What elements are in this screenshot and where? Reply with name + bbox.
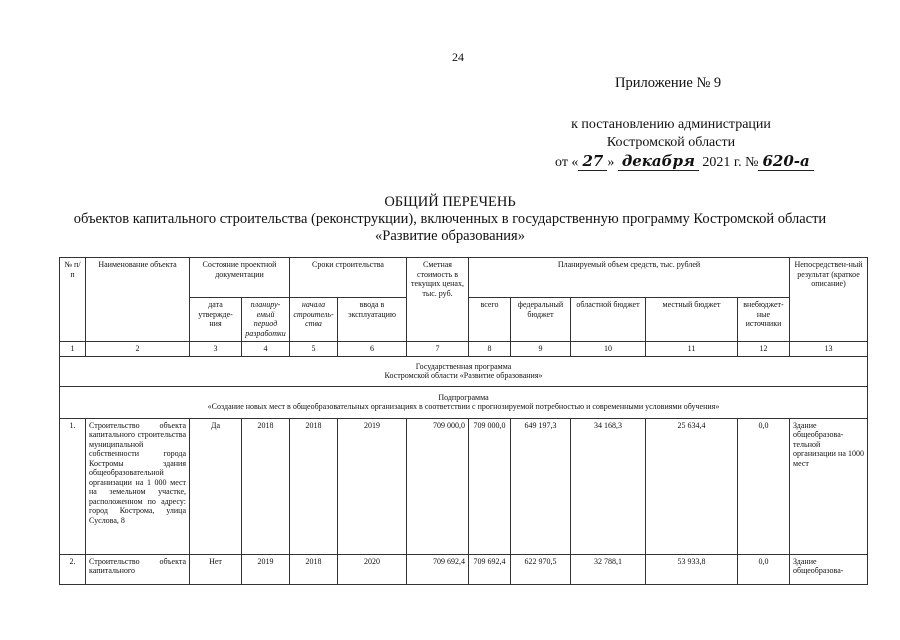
program-cell	[60, 356, 868, 386]
col-number: 12	[738, 342, 790, 357]
page-number: 24	[452, 50, 464, 64]
row-federal: 622 970,5	[511, 554, 571, 584]
decree-line-2: Костромской области	[606, 135, 736, 150]
subprogram-line-1: Подпрограмма	[438, 392, 489, 402]
col-number: 9	[511, 342, 571, 357]
decree-block	[555, 116, 810, 172]
program-line-1: Государственная программа	[415, 361, 512, 371]
table-row	[60, 554, 868, 584]
col-number: 3	[190, 342, 242, 357]
decree-line-1: к постановлению администрации	[571, 117, 771, 132]
subprogram-line-2: «Создание новых мест в общеобразовательных организациях в соответствии с прогнозируемой потребностью и современными условиями обучения»	[207, 402, 720, 411]
col-number: 10	[571, 342, 646, 357]
header-local: местный бюджет	[646, 298, 738, 342]
header-construction-terms: Сроки строительства	[290, 258, 407, 298]
header-federal: федеральный бюджет	[511, 298, 571, 342]
row-total: 709 000,0	[469, 418, 511, 554]
program-line-2: Костромской области «Развитие образования»	[384, 371, 543, 380]
col-number: 13	[790, 342, 868, 357]
row-no: 2.	[60, 554, 86, 584]
col-number: 5	[290, 342, 338, 357]
row-no: 1.	[60, 418, 86, 554]
decree-date-line	[555, 152, 810, 172]
row-approval: Нет	[190, 554, 242, 584]
title-line-3: «Развитие образования»	[375, 228, 525, 244]
row-total: 709 692,4	[469, 554, 511, 584]
col-number: 11	[646, 342, 738, 357]
row-extra: 0,0	[738, 418, 790, 554]
program-row	[60, 356, 868, 386]
col-number: 4	[242, 342, 290, 357]
decree-year: 2021 г. №	[702, 155, 759, 170]
row-start: 2018	[290, 418, 338, 554]
row-commissioning: 2020	[338, 554, 407, 584]
row-commissioning: 2019	[338, 418, 407, 554]
subprogram-cell	[60, 386, 868, 418]
capital-objects-table	[59, 257, 868, 585]
row-object-name: Строительство объекта капитального строительства муниципальной собственности города Костромы здания общеобразовательной организации на 1 000 мест на земельном участке, расположенном по адресу: город Кострома, улица Суслова, 8	[86, 418, 190, 554]
col-number: 6	[338, 342, 407, 357]
row-planned: 2019	[242, 554, 290, 584]
column-number-row	[60, 342, 868, 357]
row-start: 2018	[290, 554, 338, 584]
header-row-1	[60, 258, 868, 298]
header-planned-dev: планиру-емый период разработки	[242, 298, 290, 342]
header-approval-date: дата утвержде-ния	[190, 298, 242, 342]
col-number: 8	[469, 342, 511, 357]
col-number: 2	[86, 342, 190, 357]
document-title	[0, 194, 900, 245]
row-regional: 34 168,3	[571, 418, 646, 554]
date-mid: »	[607, 155, 615, 170]
header-planned-funds: Планируемый объем средств, тыс. рублей	[469, 258, 790, 298]
row-approval: Да	[190, 418, 242, 554]
col-number: 7	[407, 342, 469, 357]
header-total: всего	[469, 298, 511, 342]
appendix-label: Приложение № 9	[615, 75, 722, 91]
header-name: Наименование объекта	[86, 258, 190, 342]
header-no: № п/п	[60, 258, 86, 342]
header-result: Непосредствен-ный результат (краткое описание)	[790, 258, 868, 342]
row-result: Здание общеобразова-	[790, 554, 868, 584]
header-commissioning: ввода в эксплуатацию	[338, 298, 407, 342]
row-extra: 0,0	[738, 554, 790, 584]
header-regional: областной бюджет	[571, 298, 646, 342]
row-local: 53 933,8	[646, 554, 738, 584]
row-object-name: Строительство объекта капитального	[86, 554, 190, 584]
header-estimated-cost: Сметная стоимость в текущих ценах, тыс. руб.	[407, 258, 469, 342]
row-local: 25 634,4	[646, 418, 738, 554]
table-row	[60, 418, 868, 554]
row-federal: 649 197,3	[511, 418, 571, 554]
row-result: Здание общеобразова-тельной организации на 1000 мест	[790, 418, 868, 554]
handwritten-day: 27	[578, 152, 607, 171]
date-prefix: от «	[555, 155, 579, 170]
header-start: начала строитель-ства	[290, 298, 338, 342]
handwritten-month: декабря	[618, 152, 699, 171]
header-design-state: Состояние проектной документации	[190, 258, 290, 298]
row-regional: 32 788,1	[571, 554, 646, 584]
row-cost: 709 000,0	[407, 418, 469, 554]
title-line-1: ОБЩИЙ ПЕРЕЧЕНЬ	[384, 194, 516, 210]
row-cost: 709 692,4	[407, 554, 469, 584]
col-number: 1	[60, 342, 86, 357]
subprogram-row	[60, 386, 868, 418]
handwritten-number: 620-а	[758, 152, 813, 171]
header-extra: внебюджет-ные источники	[738, 298, 790, 342]
row-planned: 2018	[242, 418, 290, 554]
title-line-2: объектов капитального строительства (реконструкции), включенных в государственную программу Костромской области	[73, 211, 827, 227]
